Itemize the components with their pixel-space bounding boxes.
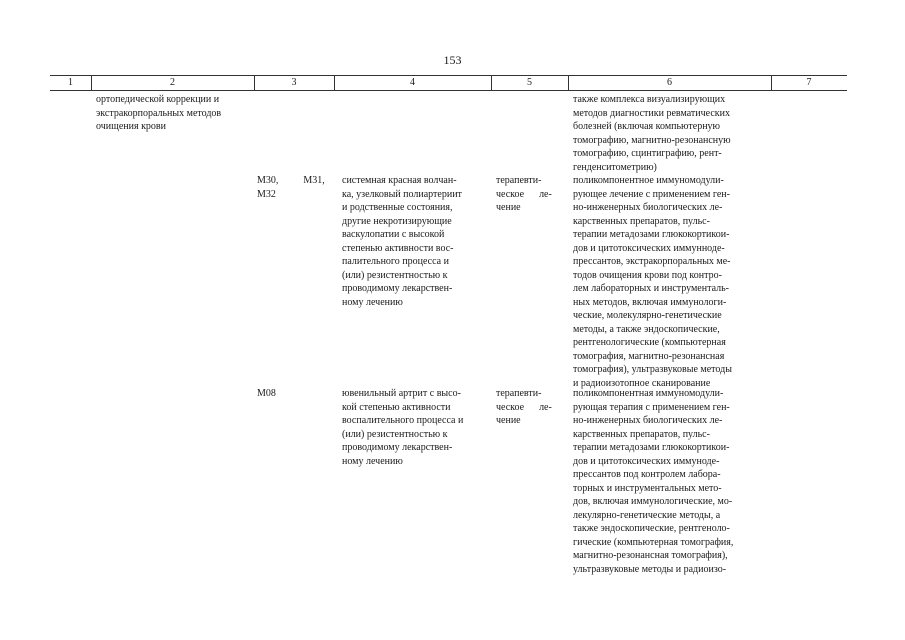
table-top-border	[50, 75, 847, 76]
header-cell-1: 1	[68, 77, 73, 88]
page-number: 153	[443, 53, 462, 67]
row3-col3-codes: M08	[257, 388, 276, 399]
row2-col5-treatment-type: терапевти- ческое ле- чение	[496, 175, 552, 213]
header-cell-6: 6	[667, 77, 672, 88]
row2-col6-method: поликомпонентное иммуномодули- рующее лечение с применением ген- но-инженерных биологических ле- карственных препаратов, пульс- терапии метадозами глюкокортикои- дов и цитотоксических иммунноде- прессантов, экстракорпоральных ме- тодов очищения крови под контро- лем лабораторных и инструменталь- ных методов, включая иммунологи- ческие, молекулярно-генетические методы, а также эндоскопические, рентгенологические (компьютерная томография, магнитно-резонансная томография), ультразвуковые методы и радиоизотопное сканирование	[573, 175, 732, 389]
header-cell-7: 7	[806, 77, 812, 88]
row2-col3-codes: M30, M31, M32	[257, 175, 325, 200]
header-cell-4: 4	[410, 77, 415, 88]
row3-col5-treatment-type: терапевти- ческое ле- чение	[496, 388, 552, 426]
header-cell-5: 5	[527, 77, 532, 88]
row1-col2-text: ортопедической коррекции и экстракорпоральных методов очищения крови	[96, 94, 222, 132]
header-cell-3: 3	[291, 77, 297, 88]
row2-col4-diagnosis: системная красная волчан- ка, узелковый полиартериит и родственные состояния, другие некротизирующие васкулопатии с высокой степенью активности вос- палительного процесса и (или) резистентностью к проводимому лекарствен- ному лечению	[342, 175, 462, 308]
header-bottom-border	[50, 90, 847, 91]
row1-col6-text: также комплекса визуализирующих методов диагностики ревматических болезней (включая компьютерную томографию, магнитно-резонансную томографию, сцинтиграфию, рент- генденситометрию)	[573, 94, 731, 173]
row3-col4-diagnosis: ювенильный артрит с высо- кой степенью активности воспалительного процесса и (или) резистентностью к проводимому лекарствен- ному лечению	[342, 388, 464, 467]
row3-col6-method: поликомпонентная иммуномодули- рующая терапия с применением ген- но-инженерных биологических ле- карственных препаратов, пульс- терапии метадозами глюкокортикои- дов и цитотоксических иммуноде- прессантов под контролем лабора- торных и инструментальных мето- дов, включая иммунологические, мо- лекулярно-генетические методы, а также эндоскопические, рентгеноло- гические (компьютерная томография, магнитно-резонансная томография), ультразвуковые методы и радиоизо-	[573, 388, 734, 575]
header-cell-2: 2	[170, 77, 175, 88]
